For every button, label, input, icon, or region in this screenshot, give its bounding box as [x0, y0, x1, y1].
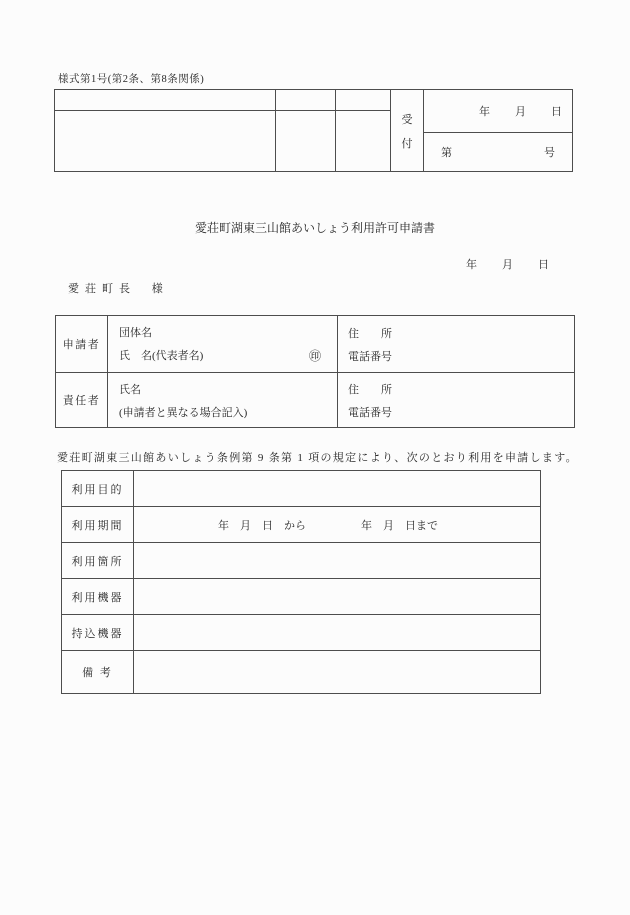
- address-label: 住 所: [348, 383, 392, 396]
- representative-name-label: 氏 名(代表者名): [119, 350, 204, 362]
- remarks-label: 備 考: [62, 651, 134, 693]
- responsible-name-cell: [108, 373, 338, 427]
- reception-number-prefix: 第: [441, 147, 452, 159]
- brought-equipment-label: 持込機器: [62, 615, 134, 650]
- phone-label: 電話番号: [348, 350, 392, 363]
- reception-table: [54, 89, 573, 172]
- reception-right-column: [424, 90, 572, 171]
- addressee-honorific: 様: [151, 283, 163, 295]
- reception-blank-column-3: [336, 90, 391, 171]
- usage-row-purpose: [62, 471, 540, 507]
- reception-blank-column-2: [276, 90, 336, 171]
- applicant-contact-cell: [338, 316, 574, 372]
- reception-blank-cell: [276, 111, 335, 171]
- reception-blank-column-1: [55, 90, 276, 171]
- reception-number-cell: [424, 133, 572, 171]
- applicant-table: [55, 315, 575, 428]
- form-number-label: 様式第1号(第2条、第8条関係): [58, 74, 205, 85]
- reception-stamp-char-2: 付: [401, 137, 413, 150]
- page-title: 愛荘町湖東三山館あいしょう利用許可申請書: [194, 221, 435, 235]
- usage-row-remarks: [62, 651, 540, 693]
- responsible-role-cell: 責任者: [56, 373, 108, 427]
- usage-equipment-value: [134, 579, 540, 614]
- remarks-value: [134, 651, 540, 693]
- reception-stamp-char-1: 受: [401, 113, 413, 126]
- representative-name-line: [119, 347, 337, 364]
- usage-period-text: 年 月 日 から 年 月 日まで: [218, 519, 438, 532]
- responsible-name-label: 氏名: [119, 383, 141, 396]
- usage-location-label: 利用箇所: [62, 543, 134, 578]
- usage-period-value: [134, 507, 540, 542]
- brought-equipment-value: [134, 615, 540, 650]
- reception-blank-cell: [55, 111, 275, 171]
- reception-blank-cell: [276, 90, 335, 111]
- responsible-contact-cell: [338, 373, 574, 427]
- usage-row-equipment: [62, 579, 540, 615]
- applicant-name-cell: [108, 316, 338, 372]
- usage-period-label: 利用期間: [62, 507, 134, 542]
- application-statement: 愛荘町湖東三山館あいしょう条例第 9 条第 1 項の規定により、次のとおり利用を申請します。: [57, 452, 578, 464]
- addressee-line: [68, 280, 163, 296]
- organization-name-label: 団体名: [119, 327, 152, 339]
- usage-purpose-label: 利用目的: [62, 471, 134, 506]
- reception-blank-cell: [55, 90, 275, 111]
- reception-stamp-label: [391, 90, 424, 171]
- reception-number-suffix: 号: [544, 147, 555, 159]
- reception-blank-cell: [336, 90, 390, 111]
- usage-row-brought-equipment: [62, 615, 540, 651]
- usage-row-period: [62, 507, 540, 543]
- usage-purpose-value: [134, 471, 540, 506]
- phone-label: 電話番号: [348, 406, 392, 419]
- applicant-role-cell: 申請者: [56, 316, 108, 372]
- usage-row-location: [62, 543, 540, 579]
- usage-table: [61, 470, 541, 694]
- address-label: 住 所: [348, 327, 392, 340]
- application-date-line: 年 月 日: [466, 259, 550, 271]
- usage-equipment-label: 利用機器: [62, 579, 134, 614]
- responsible-row: [56, 373, 574, 427]
- addressee-name: 愛荘町長: [68, 283, 136, 295]
- seal-icon: ㊞: [308, 349, 321, 363]
- responsible-name-note: (申請者と異なる場合記入): [119, 406, 248, 419]
- reception-date-cell: 年 月 日: [424, 90, 572, 133]
- usage-location-value: [134, 543, 540, 578]
- reception-blank-cell: [336, 111, 390, 171]
- applicant-row: [56, 316, 574, 373]
